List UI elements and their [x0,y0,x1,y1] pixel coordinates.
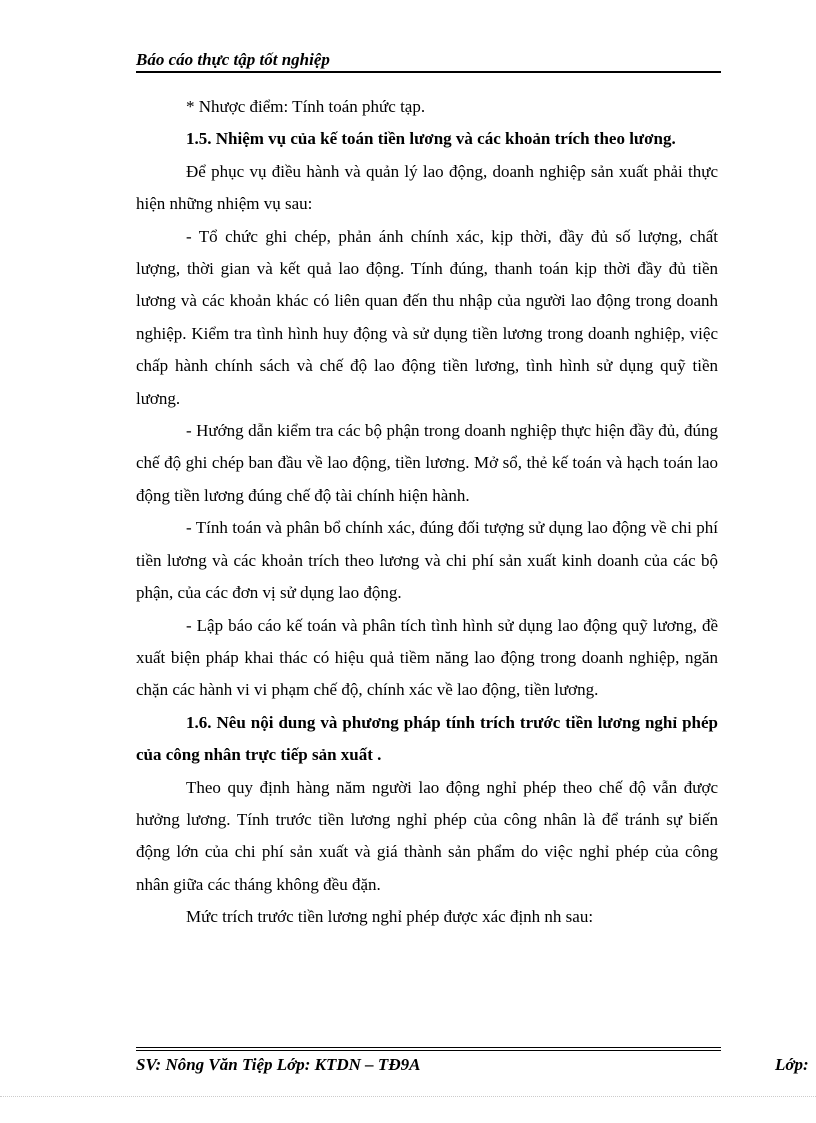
document-body [136,91,718,934]
header-rule [136,71,721,73]
paragraph-task-1: - Tổ chức ghi chép, phản ánh chính xác, kịp thời, đầy đủ số lượng, chất lượng, thời gian và kết quả lao động. Tính đúng, thanh toán kịp thời đầy đủ tiền lương và các khoản khác có liên quan đến thu nhập của người lao động trong doanh nghiệp. Kiểm tra tình hình huy động và sử dụng tiền lương trong doanh nghiệp, việc chấp hành chính sách và chế độ lao động tiền lương, tình hình sử dụng quỹ tiền lương. [136,226,718,408]
paragraph-task-2: - Hướng dẫn kiểm tra các bộ phận trong doanh nghiệp thực hiện đầy đủ, đúng chế độ ghi chép ban đầu về lao động, tiền lương. Mở sổ, thẻ kế toán và hạch toán lao động tiền lương đúng chế độ tài chính hiện hành. [136,421,718,505]
footer-class-label: Lớp: [775,1055,809,1074]
paragraph-disadvantage: * Nhược điểm: Tính toán phức tạp. [186,97,426,116]
paragraph-regulation: Theo quy định hàng năm người lao động nghỉ phép theo chế độ vẫn được hưởng lương. Tính trước tiền lương nghỉ phép của công nhân là để tránh sự biến động lớn của chi phí sản xuất và giá thành sản phẩm do việc nghỉ phép của công nhân giữa các tháng không đều đặn. [136,777,718,894]
footer-student-info: SV: Nông Văn Tiệp Lớp: KTDN – TĐ9A [136,1055,421,1074]
section-heading-1-6: 1.6. Nêu nội dung và phương pháp tính trích trước tiền lương nghỉ phép của công nhân trực tiếp sản xuất . [136,712,718,765]
footer-rule-bottom [136,1050,721,1051]
paragraph-task-4: - Lập báo cáo kế toán và phân tích tình hình sử dụng lao động quỹ lương, đề xuất biện pháp khai thác có hiệu quả tiềm năng lao động trong doanh nghiệp, ngăn chặn các hành vi vi phạm chế độ, chính xác về lao động, tiền lương. [136,615,718,700]
footer-rule-top [136,1047,721,1048]
paragraph-task-3: - Tính toán và phân bổ chính xác, đúng đối tượng sử dụng lao động về chi phí tiền lương và các khoản trích theo lương và chi phí sản xuất kinh doanh của các bộ phận, của các đơn vị sử dụng lao động. [136,518,718,603]
header-title: Báo cáo thực tập tốt nghiệp [136,50,330,69]
section-heading-1-5: 1.5. Nhiệm vụ của kế toán tiền lương và các khoản trích theo lương. [186,129,676,149]
paragraph-intro: Để phục vụ điều hành và quản lý lao động, doanh nghiệp sản xuất phải thực hiện những nhiệm vụ sau: [136,161,718,214]
paragraph-formula-intro: Mức trích trước tiền lương nghỉ phép được xác định nh sau: [186,907,594,927]
page-edge-dotted-line [0,1096,816,1097]
